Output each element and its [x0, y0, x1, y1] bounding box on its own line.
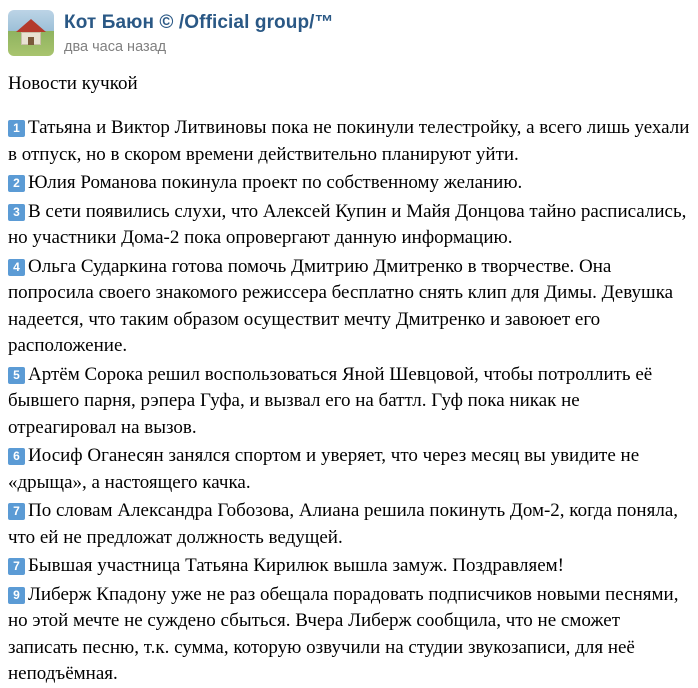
item-number-badge: 9	[8, 587, 25, 604]
house-door-icon	[28, 37, 34, 45]
item-number-badge: 2	[8, 175, 25, 192]
list-item	[8, 170, 690, 197]
list-item	[8, 115, 690, 168]
news-list	[8, 115, 690, 688]
list-item	[8, 362, 690, 442]
list-item	[8, 498, 690, 551]
list-item-text: Ольга Сударкина готова помочь Дмитрию Дмитренко в творчестве. Она попросила своего знакомого режиссера бесплатно снять клип для Димы. Девушка надеется, что таким образом осуществит мечту Дмитренко и завоюет его расположение.	[8, 255, 674, 356]
item-number-badge: 3	[8, 204, 25, 221]
post-header-text	[64, 10, 334, 57]
item-number-badge: 7	[8, 503, 25, 520]
list-item-text: По словам Александра Гобозова, Алиана решила покинуть Дом-2, когда поняла, что ей не предложат должность ведущей.	[8, 500, 679, 548]
item-number-badge: 1	[8, 120, 25, 137]
list-item-text: Юлия Романова покинула проект по собственному желанию.	[28, 172, 523, 193]
post-header	[8, 10, 690, 57]
list-item-text: Татьяна и Виктор Литвиновы пока не покинули телестройку, а всего лишь уехали в отпуск, но в скором времени действительно планируют уйти.	[8, 117, 690, 165]
list-item	[8, 199, 690, 252]
avatar[interactable]	[8, 10, 54, 56]
list-item-text: Иосиф Оганесян занялся спортом и уверяет, что через месяц вы увидите не «дрыща», а настоящего качка.	[8, 445, 640, 493]
item-number-badge: 4	[8, 259, 25, 276]
post-intro: Новости кучкой	[8, 73, 138, 94]
list-item-text: В сети появились слухи, что Алексей Купин и Майя Донцова тайно расписались, но участники Дома-2 пока опровергают данную информацию.	[8, 200, 687, 248]
list-item-text: Бывшая участница Татьяна Кирилюк вышла замуж. Поздравляем!	[28, 555, 564, 576]
list-item	[8, 254, 690, 360]
post-body	[8, 71, 690, 688]
house-roof-icon	[16, 19, 46, 32]
list-item	[8, 582, 690, 688]
list-item-text: Артём Сорока решил воспользоваться Яной Шевцовой, чтобы потроллить её бывшего парня, рэпера Гуфа, и вызвал его на баттл. Гуф пока никак не отреагировал на вызов.	[8, 363, 653, 438]
post-timestamp[interactable]: два часа назад	[64, 39, 167, 55]
group-name-link[interactable]: Кот Баюн © /Official group/™	[64, 12, 334, 33]
item-number-badge: 5	[8, 367, 25, 384]
item-number-badge: 6	[8, 448, 25, 465]
list-item	[8, 443, 690, 496]
list-item-text: Либерж Кпадону уже не раз обещала порадовать подписчиков новыми песнями, но этой мечте не суждено сбыться. Вчера Либерж сообщила, что не сможет записать песню, т.к. сумма, которую озвучили на студии звукозаписи, для неё неподъёмная.	[8, 583, 679, 684]
list-item	[8, 553, 690, 580]
item-number-badge: 7	[8, 558, 25, 575]
